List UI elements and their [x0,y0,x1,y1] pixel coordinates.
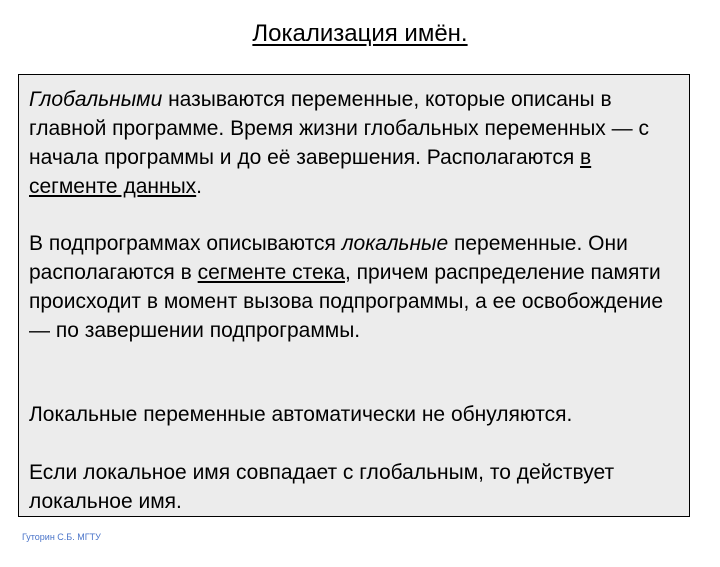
paragraph-text: называются переменные, которые описаны в главной программе. Время жизни глобальных переменных — с начала программы и до её завершения. Располагаются [29,88,649,169]
term-data-segment: в сегменте данных [29,146,592,198]
footer-author: Гуторин С.Б. МГТУ [22,532,101,542]
slide-title: Локализация имён. [252,20,468,47]
paragraph-text: . [196,175,203,198]
paragraph-text: , причем распределение памяти происходит в момент вызова подпрограммы, а ее освобождение — по завершении подпрограммы. [29,261,664,342]
paragraph-name-shadowing: Если локальное имя совпадает с глобальным, то действует локальное имя. [29,461,615,513]
term-stack-segment: сегменте стека [197,261,345,284]
term-local: локальные [341,232,449,255]
paragraph-text: В подпрограммах описываются [29,232,342,255]
content-box [18,74,690,517]
paragraph-no-zeroing: Локальные переменные автоматически не обнуляются. [29,403,573,426]
paragraph-local-variables [29,229,679,345]
paragraph-text: переменные. Они располагаются в [29,232,628,284]
paragraph-global-variables [29,85,679,201]
term-global: Глобальными [29,88,163,111]
